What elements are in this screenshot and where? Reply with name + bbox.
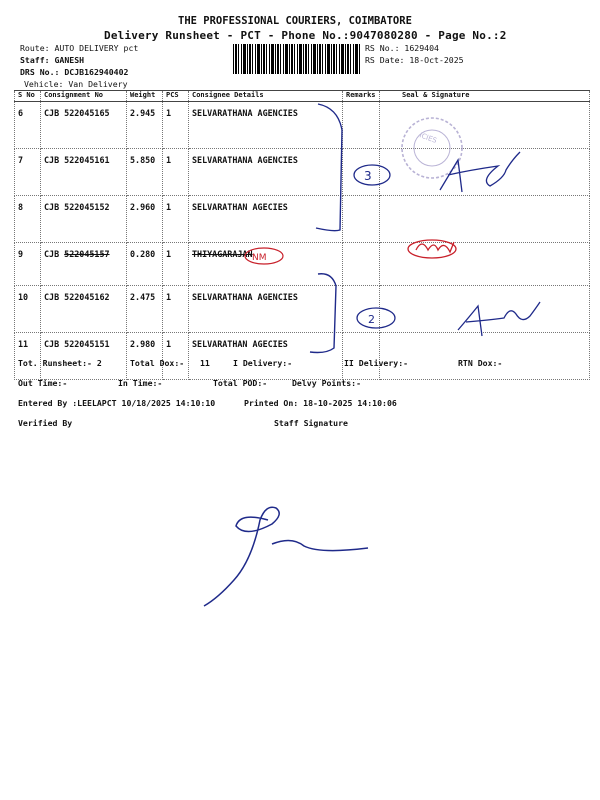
row-consignment: CJB 522045152 (41, 196, 127, 243)
i-delivery: I Delivery:- (233, 358, 293, 368)
remarks-num-1: 3 (364, 169, 372, 183)
row-consignment: CJB 522045151 (41, 333, 127, 380)
vehicle-label: Vehicle: Van Delivery (24, 79, 128, 89)
row-weight: 2.980 (127, 333, 163, 380)
row-pcs: 1 (163, 333, 189, 380)
col-remarks: Remarks (343, 91, 380, 102)
staff-signature-scribble (204, 507, 368, 606)
staff-label: Staff: GANESH (20, 55, 85, 65)
row-seal (380, 102, 590, 149)
remarks-num-2: 2 (368, 313, 375, 326)
col-consignee: Consignee Details (189, 91, 343, 102)
row-remarks (343, 196, 380, 243)
row-consignee (189, 243, 343, 286)
row-pcs: 1 (163, 196, 189, 243)
col-weight: Weight (127, 91, 163, 102)
table-row (15, 243, 590, 286)
row-pcs: 1 (163, 149, 189, 196)
row-consignment: CJB 522045161 (41, 149, 127, 196)
row-consignee: SELVARATHAN AGECIES (189, 333, 343, 380)
row9-mark: NM (252, 253, 267, 263)
table-row (15, 102, 590, 149)
table-row (15, 196, 590, 243)
total-pod: Total POD:- (213, 378, 268, 388)
entered-by: Entered By :LEELAPCT 10/18/2025 14:10:10 (18, 398, 216, 408)
row-seal (380, 286, 590, 333)
row-weight: 2.475 (127, 286, 163, 333)
row-remarks (343, 243, 380, 286)
row-remarks (343, 102, 380, 149)
svg-text:ICIES: ICIES (418, 131, 438, 145)
row-seal (380, 243, 590, 286)
staff-signature-label: Staff Signature (274, 418, 348, 428)
rs-date: RS Date: 18-Oct-2025 (365, 55, 464, 65)
table-row (15, 333, 590, 380)
drs-number: DRS No.: DCJB162940402 (20, 67, 129, 77)
row-consignee: SELVARATHAN AGECIES (189, 196, 343, 243)
row-pcs: 1 (163, 286, 189, 333)
col-pcs: PCS (163, 91, 189, 102)
verified-by: Verified By (18, 418, 73, 428)
row-weight: 2.960 (127, 196, 163, 243)
ii-delivery: II Delivery:- (344, 358, 409, 368)
row-consignment: CJB 522045157 (41, 243, 127, 286)
row-seal (380, 149, 590, 196)
col-sno: S No (15, 91, 41, 102)
table-row (15, 286, 590, 333)
out-time: Out Time:- (18, 378, 68, 388)
barcode (233, 44, 361, 74)
row-remarks (343, 149, 380, 196)
row-consignee: SELVARATHANA AGENCIES (189, 102, 343, 149)
row-consignee: SELVARATHANA AGENCIES (189, 149, 343, 196)
company-title: THE PROFESSIONAL COURIERS, COIMBATORE (178, 15, 412, 27)
row-seal (380, 196, 590, 243)
row-pcs: 1 (163, 243, 189, 286)
runsheet-subtitle: Delivery Runsheet - PCT - Phone No.:9047080280 - Page No.:2 (104, 29, 507, 42)
runsheet-table (14, 90, 590, 380)
route-label: Route: AUTO DELIVERY pct (20, 43, 139, 53)
row-sno: 7 (15, 149, 41, 196)
struck-number: 522045157 (64, 249, 110, 259)
row-sno: 10 (15, 286, 41, 333)
row-remarks (343, 286, 380, 333)
rs-number: RS No.: 1629404 (365, 43, 439, 53)
total-dox-label: Total Dox:- (130, 358, 185, 368)
table-row (15, 149, 590, 196)
row-weight: 0.280 (127, 243, 163, 286)
row-pcs: 1 (163, 102, 189, 149)
col-consignment: Consignment No (41, 91, 127, 102)
row-consignment: CJB 522045165 (41, 102, 127, 149)
delvy-points: Delvy Points:- (292, 378, 362, 388)
row-sno: 6 (15, 102, 41, 149)
row-sno: 11 (15, 333, 41, 380)
row-sno: 9 (15, 243, 41, 286)
row-seal (380, 333, 590, 380)
tot-runsheet: Tot. Runsheet:- 2 (18, 358, 102, 368)
row-weight: 2.945 (127, 102, 163, 149)
printed-on: Printed On: 18-10-2025 14:10:06 (244, 398, 397, 408)
row-consignee: SELVARATHANA AGENCIES (189, 286, 343, 333)
rtn-dox: RTN Dox:- (458, 358, 503, 368)
row-sno: 8 (15, 196, 41, 243)
row-consignment: CJB 522045162 (41, 286, 127, 333)
table-header-row (15, 91, 590, 102)
row-remarks (343, 333, 380, 380)
struck-consignee: THIYAGARAJAN (192, 249, 253, 259)
total-dox-value: 11 (200, 358, 210, 368)
col-seal-signature: Seal & Signature (380, 91, 590, 102)
in-time: In Time:- (118, 378, 163, 388)
row-weight: 5.850 (127, 149, 163, 196)
